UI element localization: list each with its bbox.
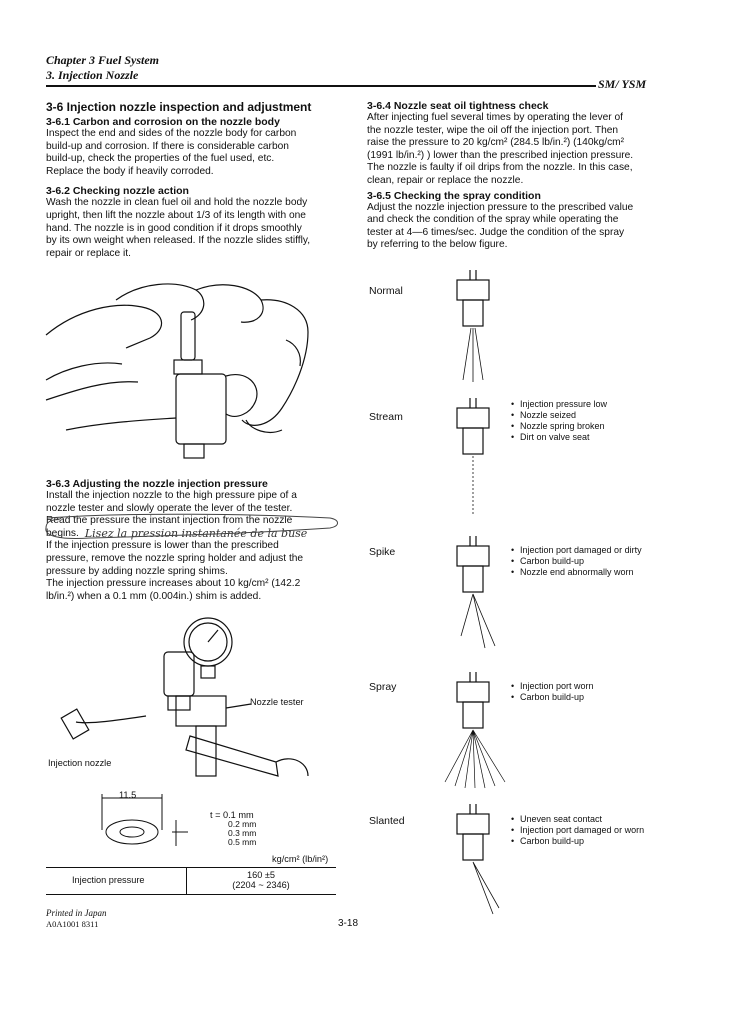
main-heading: 3-6 Injection nozzle inspection and adjustment — [46, 100, 312, 114]
s5-line: tester at 4—6 times/sec. Judge the condition of the spray — [367, 226, 625, 238]
s1-line: Inspect the end and sides of the nozzle body for carbon — [46, 128, 297, 139]
s4-body — [367, 112, 651, 188]
s4-heading: 3-6.4 Nozzle seat oil tightness check — [367, 100, 549, 112]
shim-width: 11.5 — [119, 790, 137, 800]
pressure-table-label: Injection pressure — [72, 875, 145, 885]
s2-line: Wash the nozzle in clean fuel oil and hold the nozzle body — [46, 197, 308, 209]
shim-t-label: t = 0.1 mm — [210, 810, 254, 820]
condition-slanted-label: Slanted — [369, 815, 405, 827]
s3-line: nozzle tester and slowly operate the lever of the tester. — [46, 502, 293, 514]
s3-heading: 3-6.3 Adjusting the nozzle injection pressure — [46, 478, 268, 490]
s3-line: Install the injection nozzle to the high pressure pipe of a — [46, 490, 297, 501]
s4-line: clean, repair or replace the nozzle. — [367, 174, 524, 186]
s3-line: lb/in.²) when a 0.1 mm (0.004in.) shim is added. — [46, 590, 262, 602]
spike-causes — [510, 545, 642, 578]
pressure-value-range: (2204 ~ 2346) — [232, 880, 290, 890]
s5-line: Adjust the nozzle injection pressure to the prescribed value — [367, 201, 634, 213]
cause-item: • Nozzle spring broken — [520, 421, 607, 432]
s2-line: hand. The nozzle is in good condition if it drops smoothly — [46, 222, 302, 234]
shim-t-value: 0.3 mm — [228, 828, 257, 838]
nozzle-spray — [445, 672, 515, 792]
nozzle-tester-label: Nozzle tester — [250, 697, 304, 707]
condition-stream-label: Stream — [369, 411, 403, 423]
left-column-text — [46, 100, 334, 260]
handwritten-note: Lisez la pression instantanée de la buse — [84, 526, 308, 540]
s4-line: the nozzle tester, wipe the oil off the injection port. Then — [367, 124, 619, 136]
condition-spike-label: Spike — [369, 546, 396, 558]
hand-nozzle-illustration — [46, 280, 336, 460]
page-number: 3-18 — [338, 918, 359, 929]
s4-line: The nozzle is faulty if oil drips from the nozzle. In this case, — [367, 162, 633, 174]
chapter-title: Chapter 3 Fuel System — [46, 53, 160, 67]
nozzle-slanted — [455, 804, 505, 924]
s3-line: The injection pressure increases about 10 kg/cm² (142.2 — [46, 578, 301, 590]
s1-line: Replace the body if heavily corroded. — [46, 165, 214, 177]
printed-in-japan: Printed in Japan — [46, 908, 107, 918]
doc-code: A0A1001 8311 — [46, 919, 99, 929]
shim-t-values — [228, 820, 256, 847]
s4-line: raise the pressure to 20 kg/cm² (284.5 lb/in.²) (140kg/cm² — [367, 137, 625, 149]
pressure-table — [46, 867, 336, 895]
cause-item: • Injection pressure low — [520, 399, 607, 410]
cause-item: • Injection port worn — [520, 681, 594, 692]
s2-line: repair or replace it. — [46, 247, 131, 259]
model-label: SM/ YSM — [598, 77, 647, 91]
s1-line: build-up, check the properties of the fuel used, etc. — [46, 153, 275, 165]
s5-body — [367, 202, 651, 252]
s1-line: build-up and corrosion. If there is considerable carbon — [46, 140, 289, 152]
handwritten-loop — [40, 514, 370, 544]
spray-causes — [510, 681, 594, 703]
cause-item: • Injection port damaged or dirty — [520, 545, 642, 556]
s5-line: by referring to the below figure. — [367, 239, 508, 251]
condition-normal-label: Normal — [369, 285, 403, 297]
shim-drawing — [96, 790, 216, 860]
slanted-causes — [510, 814, 644, 847]
s3-line: If the injection pressure is lower than the prescribed — [46, 540, 279, 552]
right-column-text — [367, 100, 651, 252]
section-title: 3. Injection Nozzle — [46, 68, 139, 82]
stream-causes — [510, 399, 607, 443]
injection-nozzle-label: Injection nozzle — [48, 758, 112, 768]
header-rule — [46, 85, 596, 87]
cause-item: • Carbon build-up — [520, 692, 594, 703]
pressure-units: kg/cm² (lb/in²) — [272, 854, 329, 864]
s5-line: and check the condition of the spray while operating the — [367, 214, 619, 226]
s4-line: After injecting fuel several times by operating the lever of — [367, 112, 623, 123]
s3-line: begins. — [46, 527, 79, 539]
shim-t-value: 0.2 mm — [228, 819, 257, 829]
s2-line: by its own weight when released. If the nozzle slides stiffly, — [46, 235, 311, 247]
s5-heading: 3-6.5 Checking the spray condition — [367, 189, 541, 202]
condition-spray-label: Spray — [369, 681, 397, 693]
pressure-table-value — [186, 870, 336, 890]
s4-line: (1991 lb/in.²) ) lower than the prescribed injection pressure. — [367, 149, 634, 161]
cause-item: • Nozzle seized — [520, 410, 607, 421]
nozzle-stream — [455, 398, 495, 518]
s3-body-1 — [46, 490, 334, 603]
s2-heading: 3-6.2 Checking nozzle action — [46, 185, 189, 198]
nozzle-normal — [455, 270, 495, 390]
s3-line: pressure, remove the nozzle spring holder and adjust the — [46, 552, 304, 564]
s2-line: upright, then lift the nozzle about 1/3 of its length with one — [46, 209, 306, 221]
cause-item: • Uneven seat contact — [520, 814, 644, 825]
pressure-value: 160 ±5 — [246, 870, 276, 880]
shim-t-value: 0.5 mm — [228, 837, 257, 847]
cause-item: • Injection port damaged or worn — [520, 825, 644, 836]
s3-line: Read the pressure the instant injection from the nozzle — [46, 515, 293, 527]
cause-item: • Nozzle end abnormally worn — [520, 567, 642, 578]
cause-item: • Carbon build-up — [520, 556, 642, 567]
s1-heading: 3-6.1 Carbon and corrosion on the nozzle body — [46, 116, 280, 128]
cause-item: • Dirt on valve seat — [520, 432, 607, 443]
nozzle-spike — [455, 536, 505, 656]
s2-body — [46, 197, 334, 260]
s1-body — [46, 128, 334, 178]
cause-item: • Carbon build-up — [520, 836, 644, 847]
s3-line: pressure by adding nozzle spring shims. — [46, 565, 228, 577]
